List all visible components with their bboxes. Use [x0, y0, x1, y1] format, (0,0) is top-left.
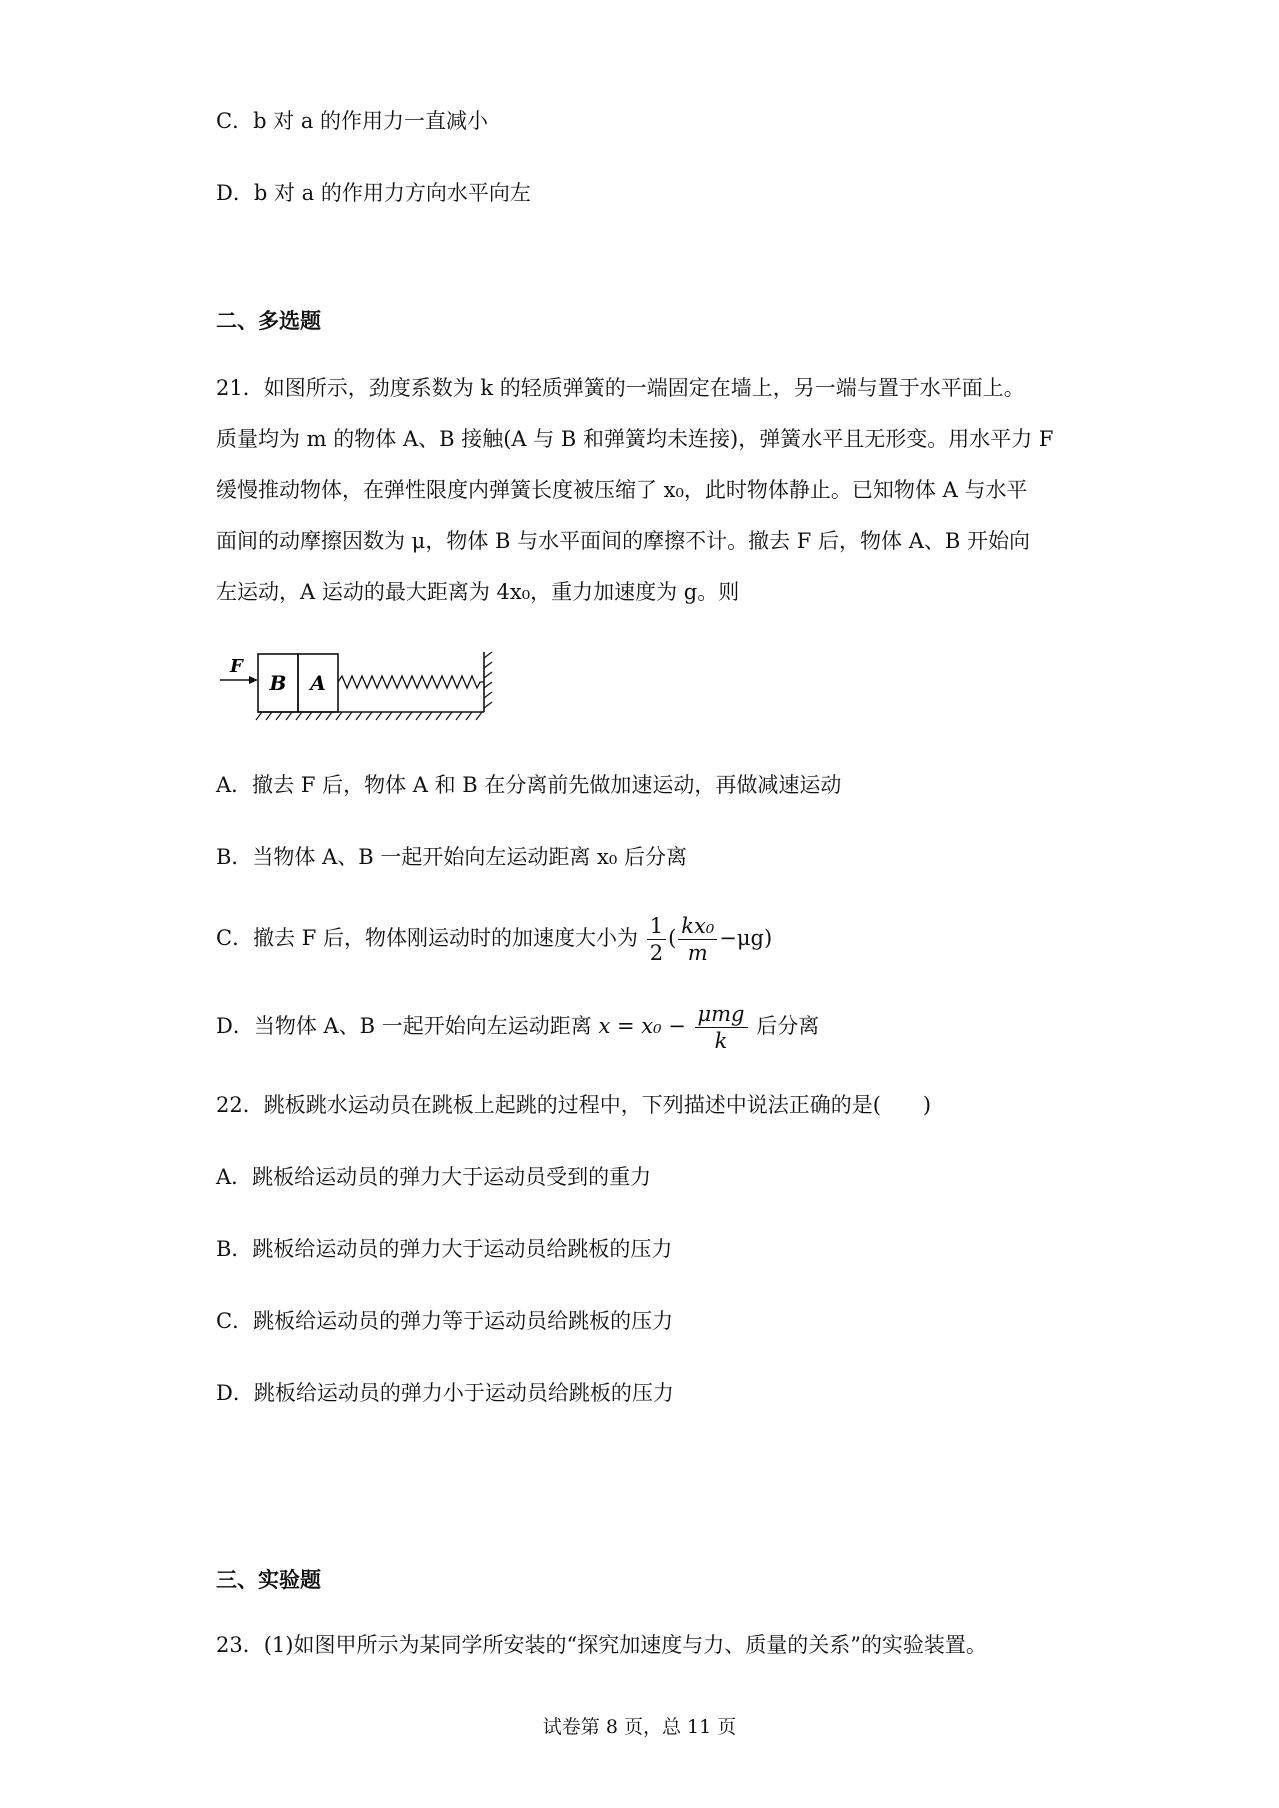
fraction-numerator: μmg	[695, 1001, 748, 1028]
q21-stem-line-5: 左运动，A 运动的最大距离为 4x₀，重力加速度为 g。则	[216, 580, 740, 604]
q22-option-b: B．跳板给运动员的弹力大于运动员给跳板的压力	[216, 1237, 673, 1261]
q21-stem-line-2: 质量均为 m 的物体 A、B 接触(A 与 B 和弹簧均未连接)，弹簧水平且无形变。用水平力 F	[216, 427, 1054, 451]
fraction-denominator: 2	[649, 941, 664, 965]
fraction-numerator: 1	[647, 913, 666, 940]
q21-option-c	[216, 908, 772, 968]
spring	[338, 676, 484, 688]
q21-stem-line-1: 21．如图所示，劲度系数为 k 的轻质弹簧的一端固定在墙上，另一端与置于水平面上。	[216, 376, 1025, 400]
force-arrow-head	[249, 676, 258, 684]
section-title-multiple-choice: 二、多选题	[216, 309, 321, 333]
q21-stem-line-4: 面间的动摩擦因数为 μ，物体 B 与水平面间的摩擦不计。撤去 F 后，物体 A、B 开始向	[216, 529, 1030, 553]
fraction-denominator: k	[714, 1029, 728, 1053]
q21-option-a: A．撤去 F 后，物体 A 和 B 在分离前先做加速运动，再做减速运动	[216, 773, 842, 797]
option-c-prev: C．b 对 a 的作用力一直减小	[216, 109, 489, 133]
spring-block-diagram	[216, 650, 506, 740]
q22-option-c: C．跳板给运动员的弹力等于运动员给跳板的压力	[216, 1309, 674, 1333]
q22-stem: 22．跳板跳水运动员在跳板上起跳的过程中，下列描述中说法正确的是( )	[216, 1093, 932, 1117]
wall-hatching	[484, 652, 492, 708]
q21-option-c-rest: −μg)	[719, 926, 773, 950]
q21-option-c-text: C．撤去 F 后，物体刚运动时的加速度大小为	[216, 926, 638, 950]
q22-option-d: D．跳板给运动员的弹力小于运动员给跳板的压力	[216, 1381, 674, 1405]
q21-option-d-rest: 后分离	[756, 1014, 820, 1038]
force-label: F	[230, 656, 243, 677]
section-title-experiment: 三、实验题	[216, 1568, 321, 1592]
q21-option-b: B．当物体 A、B 一起开始向左运动距离 x₀ 后分离	[216, 845, 687, 869]
fraction-kx0-over-m	[678, 913, 717, 966]
fraction-mumg-over-k	[695, 1001, 748, 1054]
ground-hatching	[256, 712, 482, 720]
fraction-one-half	[647, 913, 666, 966]
q23-stem: 23．(1)如图甲所示为某同学所安装的“探究加速度与力、质量的关系”的实验装置。	[216, 1633, 987, 1657]
q21-stem-line-3: 缓慢推动物体，在弹性限度内弹簧长度被压缩了 x₀，此时物体静止。已知物体 A 与水平	[216, 478, 1028, 502]
paren-open: (	[668, 926, 677, 950]
q21-option-d-text: D．当物体 A、B 一起开始向左运动距离	[216, 1014, 592, 1038]
q21-option-d	[216, 996, 819, 1056]
block-a-label: A	[310, 671, 326, 695]
fraction-denominator: m	[687, 941, 708, 965]
q22-option-a: A．跳板给运动员的弹力大于运动员受到的重力	[216, 1165, 652, 1189]
block-b-label: B	[269, 671, 287, 695]
fraction-numerator: kx₀	[678, 913, 717, 940]
q21-option-d-equation: x = x₀ −	[598, 1014, 686, 1038]
option-d-prev: D．b 对 a 的作用力方向水平向左	[216, 181, 531, 205]
page-footer: 试卷第 8 页，总 11 页	[542, 1716, 737, 1738]
